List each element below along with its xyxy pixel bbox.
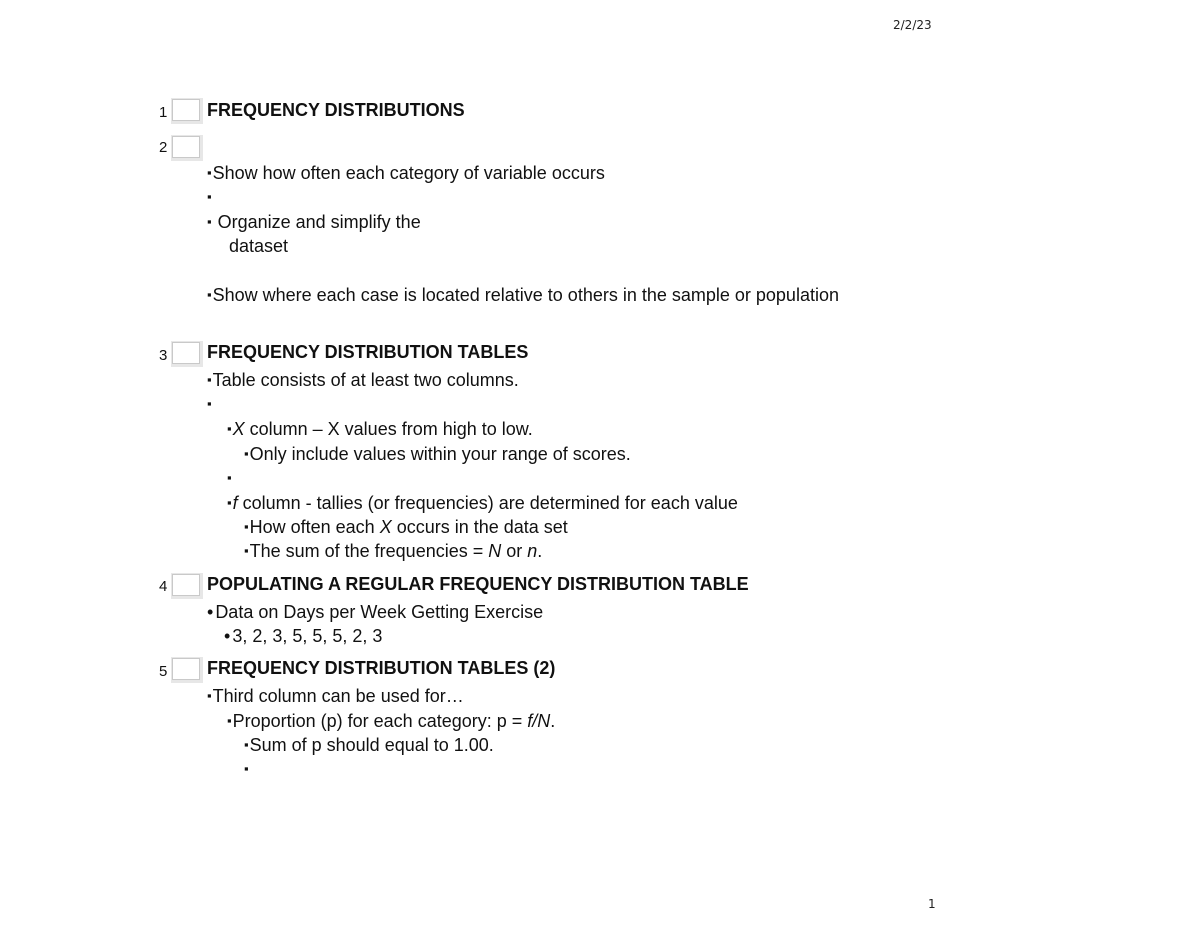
bullet-item: • 3, 2, 3, 5, 5, 5, 2, 3 xyxy=(224,625,382,647)
bullet-item: ▪ Table consists of at least two columns. xyxy=(207,369,519,393)
slide-number: 2 xyxy=(159,139,168,156)
bullet-item xyxy=(244,758,250,782)
bullet-item xyxy=(207,186,213,210)
page-number: 1 xyxy=(928,897,936,911)
bullet-item: ▪ Only include values within your range of scores. xyxy=(244,443,631,467)
slide-number: 1 xyxy=(159,104,168,121)
slide-number: 3 xyxy=(159,347,168,364)
bullet-item: ▪ Organize and simplify the xyxy=(207,211,421,235)
slide-thumbnail xyxy=(173,659,199,679)
page-date: 2/2/23 xyxy=(893,18,932,32)
bullet-item: ▪ The sum of the frequencies = N or n. xyxy=(244,540,542,564)
bullet-item xyxy=(207,393,213,417)
slide-title: FREQUENCY DISTRIBUTIONS xyxy=(207,100,465,120)
bullet-item: ▪ Sum of p should equal to 1.00. xyxy=(244,734,494,758)
bullet-item: ▪ Proportion (p) for each category: p = f/N. xyxy=(227,710,555,734)
bullet-item: ▪ Third column can be used for… xyxy=(207,685,464,709)
slide-thumbnail xyxy=(173,100,199,120)
bullet-continuation: dataset xyxy=(229,236,289,256)
bullet-item: ▪ f column - tallies (or frequencies) are determined for each value xyxy=(227,492,738,516)
slide-title: FREQUENCY DISTRIBUTION TABLES (2) xyxy=(207,658,556,678)
bullet-item: ▪ Show where each case is located relative to others in the sample or population xyxy=(207,284,839,308)
bullet-item: ▪ Show how often each category of variable occurs xyxy=(207,162,605,186)
slide-title: FREQUENCY DISTRIBUTION TABLES xyxy=(207,342,529,362)
bullet-item xyxy=(227,467,233,491)
slide-title: POPULATING A REGULAR FREQUENCY DISTRIBUTION TABLE xyxy=(207,574,749,594)
bullet-item: ▪ How often each X occurs in the data set xyxy=(244,516,568,540)
slide-number: 5 xyxy=(159,663,168,680)
slide-thumbnail xyxy=(173,137,199,157)
bullet-item: • Data on Days per Week Getting Exercise xyxy=(207,601,543,623)
bullet-item: ▪ X column – X values from high to low. xyxy=(227,418,533,442)
slide-thumbnail xyxy=(173,575,199,595)
slide-thumbnail xyxy=(173,343,199,363)
slide-number: 4 xyxy=(159,578,168,595)
